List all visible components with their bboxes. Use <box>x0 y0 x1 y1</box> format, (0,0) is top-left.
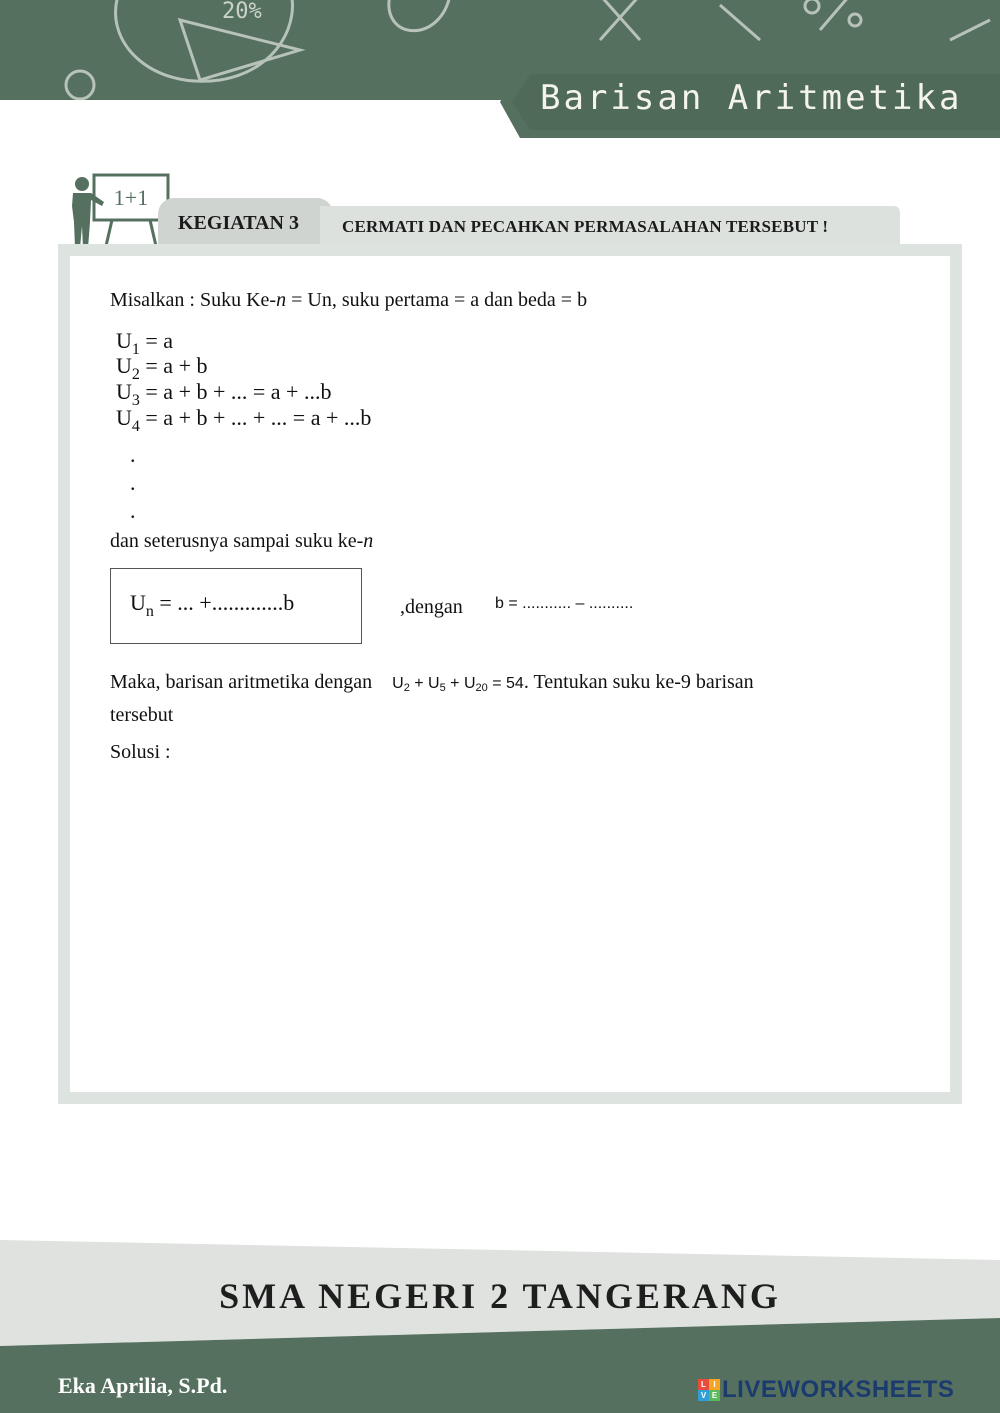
continuation-text <box>110 530 373 553</box>
term-index: 4 <box>131 418 140 435</box>
intro-text <box>110 289 587 312</box>
intro-prefix: Misalkan : Suku Ke- <box>110 289 277 311</box>
chalk-percent-text: 20% <box>222 0 262 24</box>
page-title: Barisan Aritmetika <box>540 78 963 118</box>
chalk-slash <box>720 5 760 40</box>
liveworksheets-text: LIVEWORKSHEETS <box>722 1376 955 1403</box>
liveworksheets-logo-icon: L I V E <box>698 1379 720 1401</box>
problem-line-2: tersebut <box>110 704 174 726</box>
board-text: 1+1 <box>113 185 149 210</box>
chalk-multiply-icon <box>600 0 640 40</box>
chalk-circle-a <box>805 0 819 13</box>
liveworksheets-brand[interactable] <box>698 1376 954 1404</box>
term-u3: $U_3 = a + b$ + ... = a + ...b <box>116 379 332 409</box>
intro-suffix: = Un, suku pertama = a dan beda = b <box>286 289 588 311</box>
problem-prefix: Maka, barisan aritmetika dengan <box>110 671 373 693</box>
activity-instruction: CERMATI DAN PECAHKAN PERMASALAHAN TERSEBUT ! <box>342 217 829 236</box>
term-index: 1 <box>131 341 140 358</box>
intro-variable: n <box>276 289 287 311</box>
term-index: 2 <box>131 366 140 383</box>
chalk-curve-mid <box>389 0 450 31</box>
ellipsis-dot: . <box>130 470 136 495</box>
term-expression: = a + b + ... = a + ...b <box>145 379 332 404</box>
dengan-text: ,dengan <box>400 596 463 618</box>
activity-label: KEGIATAN 3 <box>178 212 299 234</box>
difference-formula: b = ........... – .......... <box>495 595 634 612</box>
continuation-prefix: dan seterusnya sampai suku ke- <box>110 530 364 552</box>
term-u1: $U_1 = a$ <box>116 328 174 358</box>
formula-expression: = ... +.............b <box>153 590 295 615</box>
chalk-circle-b <box>849 14 861 26</box>
author-name: Eka Aprilia, S.Pd. <box>58 1373 228 1398</box>
teacher-at-board-icon <box>62 172 172 248</box>
term-expression: = a <box>145 328 174 353</box>
formula-index: n <box>145 603 154 620</box>
chalk-triangle <box>180 20 300 80</box>
term-expression: = a + b + ... + ... = a + ...b <box>145 405 372 430</box>
school-name: SMA NEGERI 2 TANGERANG <box>219 1276 781 1316</box>
term-u2: $U_2 = a + b$ <box>116 353 208 383</box>
ellipsis-dot: . <box>130 442 136 467</box>
term-expression: = a + b <box>145 353 208 378</box>
term-index: 3 <box>131 392 140 409</box>
term-u4: $U_4 = a + b$ + ... + ... = a + ...b <box>116 405 372 435</box>
ellipsis-dot: . <box>130 498 136 523</box>
lightbulb-icon <box>66 71 94 99</box>
problem-suffix: . Tentukan suku ke-9 barisan <box>523 671 754 693</box>
solution-label: Solusi : <box>110 741 171 763</box>
problem-line-1 <box>110 671 754 694</box>
problem-condition: $U_2 + U_5 + U_{20} = 54$ <box>392 675 524 694</box>
chalk-percent-slash <box>820 0 850 30</box>
continuation-variable: n <box>363 530 374 552</box>
general-term-formula: $U_n$ = ... +.............b <box>130 590 295 620</box>
chalk-arrow <box>950 20 990 40</box>
